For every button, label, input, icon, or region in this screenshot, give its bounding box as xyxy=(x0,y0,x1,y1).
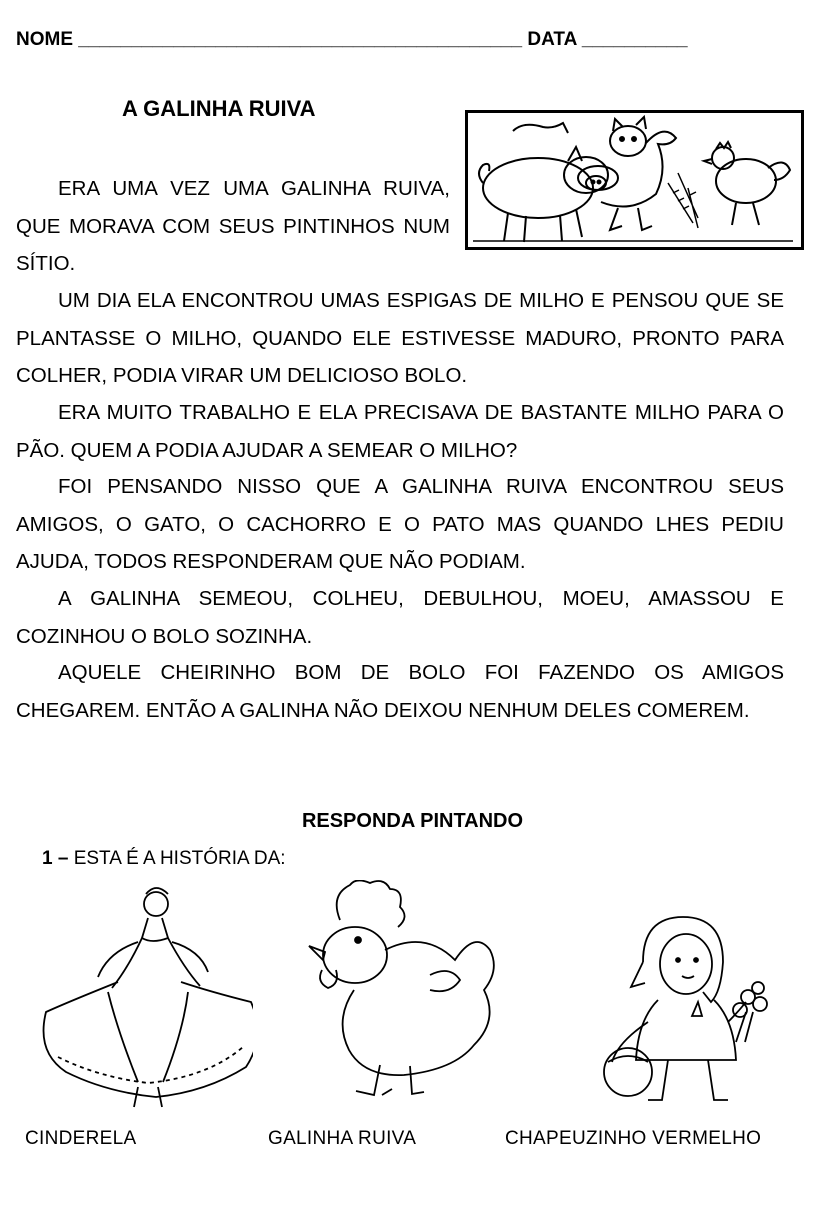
date-label: DATA xyxy=(527,29,577,50)
princess-drawing[interactable] xyxy=(38,882,253,1112)
hen-drawing[interactable] xyxy=(300,880,500,1110)
story-paragraph-6: AQUELE CHEIRINHO BOM DE BOLO FOI FAZENDO OS AMIGOS CHEGAREM. ENTÃO A GALINHA NÃO DEIXOU NENHUM DELES COMEREM. xyxy=(16,661,784,722)
name-blank[interactable]: __________________________________________ xyxy=(78,29,523,50)
option-label-chapeuzinho-vermelho[interactable]: CHAPEUZINHO VERMELHO xyxy=(505,1128,762,1149)
story-title: A GALINHA RUIVA xyxy=(122,96,316,121)
date-blank[interactable]: __________ xyxy=(581,29,688,50)
option-label-galinha-ruiva[interactable]: GALINHA RUIVA xyxy=(268,1128,417,1149)
farm-animals-illustration xyxy=(465,110,804,250)
story-paragraph-4: FOI PENSANDO NISSO QUE A GALINHA RUIVA ENCONTROU SEUS AMIGOS, O GATO, O CACHORRO E O PATO MAS QUANDO LHES PEDIU AJUDA, TODOS RESPONDERAM QUE NÃO PODIAM. xyxy=(16,475,784,573)
story-paragraph-1: ERA UMA VEZ UMA GALINHA RUIVA, QUE MORAVA COM SEUS PINTINHOS NUM SÍTIO. xyxy=(16,177,450,275)
story-paragraph-5: A GALINHA SEMEOU, COLHEU, DEBULHOU, MOEU, AMASSOU E COZINHOU O BOLO SOZINHA. xyxy=(16,587,784,648)
little-red-riding-hood-drawing[interactable] xyxy=(598,912,778,1112)
story-paragraph-3: ERA MUITO TRABALHO E ELA PRECISAVA DE BASTANTE MILHO PARA O PÃO. QUEM A PODIA AJUDAR A SEMEAR O MILHO? xyxy=(16,401,784,462)
name-date-line xyxy=(16,29,688,51)
question-text: ESTA É A HISTÓRIA DA: xyxy=(73,848,286,869)
exercise-heading: RESPONDA PINTANDO xyxy=(301,810,524,832)
option-label-cinderela[interactable]: CINDERELA xyxy=(25,1128,137,1149)
story-paragraph-2: UM DIA ELA ENCONTROU UMAS ESPIGAS DE MILHO E PENSOU QUE SE PLANTASSE O MILHO, QUANDO ELE ESTIVESSE MADURO, PRONTO PARA COLHER, PODIA VIRAR UM DELICIOSO BOLO. xyxy=(16,289,784,387)
name-label: NOME xyxy=(16,29,73,50)
question-number: 1 – xyxy=(42,848,69,869)
question-1 xyxy=(42,848,286,870)
